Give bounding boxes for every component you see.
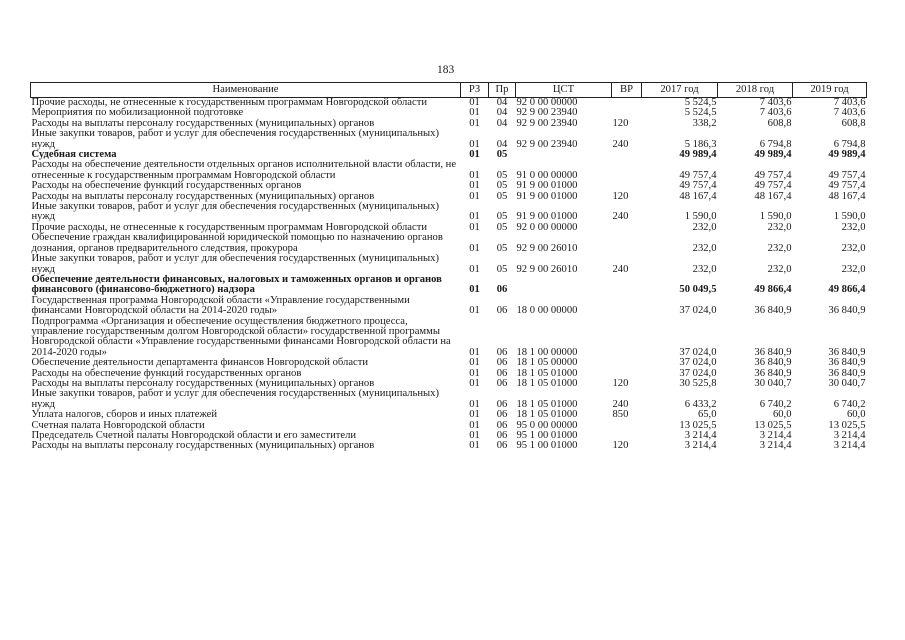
table-row (31, 441, 867, 451)
cell-cst: 18 1 05 01000 (516, 409, 578, 421)
cell-2017: 49 757,4 (679, 180, 717, 192)
cell-pr: 06 (496, 440, 508, 452)
header-rz: РЗ (461, 83, 489, 98)
cell-2019: 30 040,7 (828, 377, 866, 389)
cell-rz: 01 (469, 430, 480, 441)
cell-name: Прочие расходы, не отнесенные к государственным программам Новгородской области (31, 97, 427, 108)
cell-2018: 3 214,4 (759, 440, 792, 452)
cell-2017: 37 024,0 (679, 305, 717, 317)
cell-vr (612, 275, 642, 296)
cell-2017: 48 167,4 (679, 190, 717, 202)
cell-2019: 1 590,0 (833, 211, 866, 223)
cell-vr: 120 (612, 440, 629, 452)
cell-2018: 13 025,5 (754, 419, 792, 431)
cell-vr: 240 (612, 398, 629, 410)
cell-2019: 49 757,4 (828, 180, 866, 192)
cell-rz: 01 (469, 97, 480, 108)
cell-cst: 91 9 00 01000 (516, 211, 578, 223)
table-row (31, 160, 867, 181)
cell-name: Расходы на выплаты персоналу государственных (муниципальных) органов (31, 440, 375, 452)
cell-pr: 06 (496, 284, 508, 296)
cell-cst: 92 9 00 26010 (516, 263, 578, 275)
cell-2018: 232,0 (767, 242, 792, 254)
cell-rz: 01 (469, 346, 480, 358)
cell-2018: 36 840,9 (754, 367, 792, 379)
cell-pr: 06 (496, 419, 508, 431)
cell-name: Иные закупки товаров, работ и услуг для обеспечения государственных (муниципальных) нужд (31, 201, 439, 223)
cell-2018: 49 757,4 (754, 169, 792, 181)
cell-cst: 92 9 00 26010 (516, 242, 578, 254)
cell-2018: 30 040,7 (754, 377, 792, 389)
cell-2018: 48 167,4 (754, 190, 792, 202)
cell-rz: 01 (469, 284, 480, 296)
cell-cst: 95 1 00 01000 (516, 440, 578, 452)
cell-rz: 01 (469, 357, 480, 369)
cell-name: Председатель Счетной палаты Новгородской области и его заместители (31, 430, 357, 441)
cell-name: Расходы на выплаты персоналу государственных (муниципальных) органов (31, 190, 375, 202)
cell-2017: 30 525,8 (679, 377, 717, 389)
cell-cst: 18 1 05 01000 (516, 367, 578, 379)
cell-2018: 36 840,9 (754, 305, 792, 317)
cell-name: Мероприятия по мобилизационной подготовке (31, 107, 244, 119)
cell-2019: 36 840,9 (828, 305, 866, 317)
cell-name: Иные закупки товаров, работ и услуг для обеспечения государственных (муниципальных) нужд (31, 128, 439, 150)
cell-2017: 232,0 (692, 263, 717, 275)
cell-rz: 01 (469, 398, 480, 410)
table-body (31, 98, 867, 452)
cell-cst (516, 275, 612, 296)
cell-2018: 6 794,8 (759, 138, 792, 150)
cell-vr (612, 358, 642, 368)
cell-cst: 92 0 00 00000 (516, 97, 578, 108)
cell-2017: 6 433,2 (684, 398, 717, 410)
cell-pr: 05 (496, 169, 508, 181)
cell-name: Подпрограмма «Организация и обеспечение осуществления бюджетного процесса, управление государственным долгом Новгородской области» государственной программы Новгородской области «Управление государственными финансами Новгородской области на 2014-2020 годы» (31, 315, 451, 358)
cell-pr: 05 (496, 263, 508, 275)
cell-pr: 05 (496, 221, 508, 233)
cell-pr: 06 (496, 305, 508, 317)
cell-vr (612, 160, 642, 181)
cell-name: Расходы на обеспечение функций государственных органов (31, 180, 302, 192)
cell-2018: 608,8 (767, 117, 792, 129)
cell-name: Иные закупки товаров, работ и услуг для обеспечения государственных (муниципальных) нужд (31, 388, 439, 410)
cell-cst: 18 1 05 01000 (516, 398, 578, 410)
cell-rz: 01 (469, 419, 480, 431)
cell-2019: 36 840,9 (828, 346, 866, 358)
cell-rz: 01 (469, 138, 480, 150)
cell-2017: 5 524,5 (684, 97, 717, 108)
cell-2017: 232,0 (692, 242, 717, 254)
cell-pr: 04 (496, 97, 508, 108)
cell-pr: 05 (496, 180, 508, 192)
cell-2019: 49 757,4 (828, 169, 866, 181)
cell-rz: 01 (469, 211, 480, 223)
table-row (31, 358, 867, 368)
cell-2017: 37 024,0 (679, 367, 717, 379)
cell-2019: 36 840,9 (828, 357, 866, 369)
cell-2018: 3 214,4 (759, 430, 792, 441)
cell-2019: 6 740,2 (833, 398, 866, 410)
table-row (31, 202, 867, 223)
cell-pr: 04 (496, 138, 508, 150)
cell-pr: 06 (496, 377, 508, 389)
table-row (31, 317, 867, 359)
cell-name: Расходы на обеспечение деятельности отдельных органов исполнительной власти области, не отнесенные к государственным программам Новгородской области (31, 159, 457, 181)
cell-2019: 608,8 (841, 117, 866, 129)
cell-cst: 18 1 05 01000 (516, 377, 578, 389)
cell-2019: 36 840,9 (828, 367, 866, 379)
header-2018: 2018 год (718, 83, 793, 98)
cell-pr: 06 (496, 409, 508, 421)
cell-2017: 3 214,4 (684, 440, 717, 452)
cell-pr: 04 (496, 117, 508, 129)
table-row (31, 389, 867, 410)
table-row (31, 275, 867, 296)
header-pr: Пр (489, 83, 516, 98)
cell-rz: 01 (469, 221, 480, 233)
cell-2019: 48 167,4 (828, 190, 866, 202)
cell-2018: 60,0 (772, 409, 792, 421)
cell-pr: 05 (496, 211, 508, 223)
cell-cst: 18 1 00 00000 (516, 346, 578, 358)
header-name: Наименование (31, 83, 461, 98)
cell-pr: 06 (496, 346, 508, 358)
cell-cst: 92 9 00 23940 (516, 117, 578, 129)
cell-pr: 06 (496, 357, 508, 369)
cell-2017: 5 524,5 (684, 107, 717, 119)
cell-2017: 37 024,0 (679, 357, 717, 369)
cell-2019: 232,0 (841, 242, 866, 254)
table-header-row (31, 83, 867, 98)
cell-rz: 01 (469, 117, 480, 129)
cell-cst: 95 0 00 00000 (516, 419, 578, 431)
cell-2017: 65,0 (697, 409, 717, 421)
cell-name: Счетная палата Новгородской области (31, 419, 205, 431)
cell-cst: 18 1 05 00000 (516, 357, 578, 369)
cell-2019: 232,0 (841, 221, 866, 233)
cell-2018: 7 403,6 (759, 107, 792, 119)
cell-vr (612, 296, 642, 317)
cell-vr (612, 233, 642, 254)
cell-2017: 1 590,0 (684, 211, 717, 223)
cell-2018: 1 590,0 (759, 211, 792, 223)
cell-2017: 3 214,4 (684, 430, 717, 441)
cell-2019: 7 403,6 (833, 107, 866, 119)
cell-vr (612, 317, 642, 359)
header-2017: 2017 год (642, 83, 718, 98)
cell-2017: 37 024,0 (679, 346, 717, 358)
cell-2019: 13 025,5 (828, 419, 866, 431)
cell-vr: 120 (612, 117, 629, 129)
cell-name: Иные закупки товаров, работ и услуг для обеспечения государственных (муниципальных) нужд (31, 253, 439, 275)
cell-cst: 18 0 00 00000 (516, 305, 578, 317)
cell-cst (516, 150, 612, 160)
cell-2017: 49 989,4 (679, 149, 717, 161)
cell-name: Расходы на выплаты персоналу государственных (муниципальных) органов (31, 377, 375, 389)
budget-table (30, 82, 867, 452)
cell-name: Государственная программа Новгородской области «Управление государственными финансами Новгородской области на 2014-2020 годы» (31, 294, 410, 317)
cell-vr: 120 (612, 377, 629, 389)
cell-pr: 05 (496, 242, 508, 254)
cell-2018: 6 740,2 (759, 398, 792, 410)
cell-2018: 49 866,4 (754, 284, 792, 296)
cell-rz: 01 (469, 367, 480, 379)
cell-vr: 850 (612, 409, 629, 421)
cell-vr (612, 98, 642, 109)
cell-rz: 01 (469, 190, 480, 202)
cell-pr: 05 (496, 190, 508, 202)
cell-2019: 6 794,8 (833, 138, 866, 150)
cell-cst: 92 0 00 00000 (516, 221, 578, 233)
cell-vr (612, 223, 642, 233)
cell-2017: 13 025,5 (679, 419, 717, 431)
cell-rz: 01 (469, 242, 480, 254)
cell-cst: 91 9 00 01000 (516, 180, 578, 192)
cell-pr: 06 (496, 430, 508, 441)
cell-pr: 06 (496, 367, 508, 379)
cell-pr: 06 (496, 398, 508, 410)
cell-vr (612, 421, 642, 431)
header-2019: 2019 год (793, 83, 867, 98)
header-cst: ЦСТ (516, 83, 612, 98)
cell-2017: 50 049,5 (679, 284, 717, 296)
cell-name: Расходы на обеспечение функций государственных органов (31, 367, 302, 379)
cell-vr: 240 (612, 263, 629, 275)
cell-rz: 01 (469, 409, 480, 421)
cell-2018: 232,0 (767, 221, 792, 233)
cell-name: Прочие расходы, не отнесенные к государственным программам Новгородской области (31, 221, 427, 233)
cell-rz: 01 (469, 305, 480, 317)
cell-vr: 240 (612, 211, 629, 223)
cell-2018: 36 840,9 (754, 346, 792, 358)
cell-2019: 7 403,6 (833, 97, 866, 108)
cell-2018: 7 403,6 (759, 97, 792, 108)
cell-2018: 232,0 (767, 263, 792, 275)
cell-name: Судебная система (31, 149, 117, 161)
page-number: 183 (437, 64, 455, 76)
cell-2017: 49 757,4 (679, 169, 717, 181)
cell-name: Уплата налогов, сборов и иных платежей (31, 409, 218, 421)
cell-rz: 01 (469, 107, 480, 119)
cell-2019: 49 989,4 (828, 149, 866, 161)
cell-pr: 05 (496, 149, 508, 161)
cell-cst: 91 0 00 00000 (516, 169, 578, 181)
cell-name: Обеспечение деятельности департамента финансов Новгородской области (31, 357, 369, 369)
table-row (31, 296, 867, 317)
cell-name: Обеспечение деятельности финансовых, налоговых и таможенных органов и органов финансового (финансово-бюджетного) надзора (31, 273, 442, 296)
cell-2019: 60,0 (846, 409, 866, 421)
cell-2017: 232,0 (692, 221, 717, 233)
cell-rz: 01 (469, 440, 480, 452)
cell-cst: 92 9 00 23940 (516, 107, 578, 119)
cell-2017: 5 186,3 (684, 138, 717, 150)
table-row (31, 254, 867, 275)
cell-cst: 95 1 00 01000 (516, 430, 578, 441)
cell-2019: 3 214,4 (833, 440, 866, 452)
table-row (31, 129, 867, 150)
cell-2018: 36 840,9 (754, 357, 792, 369)
cell-vr: 240 (612, 138, 629, 150)
cell-pr: 04 (496, 107, 508, 119)
cell-cst: 91 9 00 01000 (516, 190, 578, 202)
header-vr: ВР (612, 83, 642, 98)
cell-name: Обеспечение граждан квалифицированной юридической помощью по назначению органов дознания, органов предварительного следствия, прокурора (31, 232, 443, 254)
cell-vr (612, 150, 642, 160)
cell-rz: 01 (469, 180, 480, 192)
cell-2019: 3 214,4 (833, 430, 866, 441)
cell-cst: 92 9 00 23940 (516, 138, 578, 150)
cell-rz: 01 (469, 169, 480, 181)
table-row (31, 233, 867, 254)
cell-name: Расходы на выплаты персоналу государственных (муниципальных) органов (31, 117, 375, 129)
cell-rz: 01 (469, 377, 480, 389)
cell-rz: 01 (469, 149, 480, 161)
cell-rz: 01 (469, 263, 480, 275)
cell-2017: 338,2 (692, 117, 717, 129)
cell-vr: 120 (612, 190, 629, 202)
cell-2019: 49 866,4 (828, 284, 866, 296)
cell-2019: 232,0 (841, 263, 866, 275)
cell-2018: 49 757,4 (754, 180, 792, 192)
cell-2018: 49 989,4 (754, 149, 792, 161)
